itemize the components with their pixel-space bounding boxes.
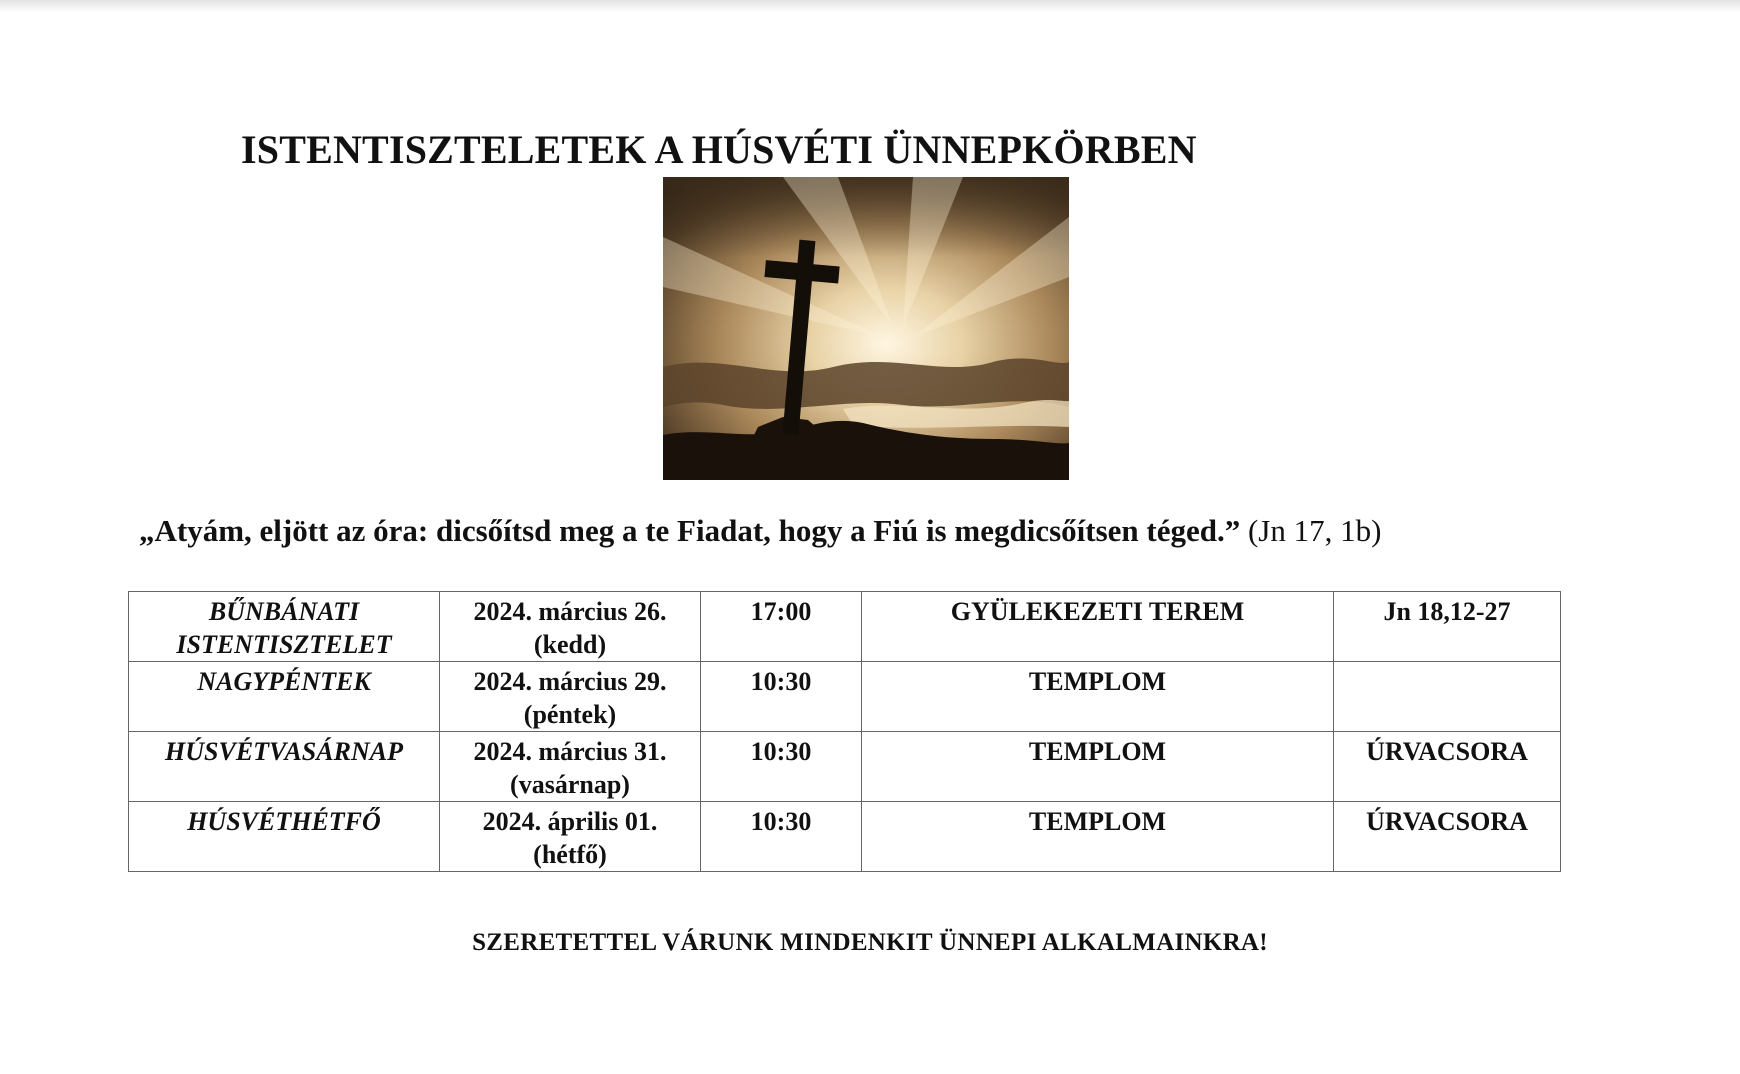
- event-date: 2024. március 31.: [473, 737, 667, 766]
- event-name: HÚSVÉTHÉTFŐ: [187, 807, 381, 836]
- table-row: [129, 592, 1561, 662]
- event-note: ÚRVACSORA: [1334, 732, 1561, 802]
- event-location: GYÜLEKEZETI TEREM: [862, 592, 1334, 662]
- date-cell: [440, 732, 701, 802]
- quote-text: „Atyám, eljött az óra: dicsőítsd meg a te Fiadat, hogy a Fiú is megdicsőítsen téged.”: [139, 513, 1241, 548]
- cross-on-hill-icon: [663, 177, 1069, 480]
- event-note: ÚRVACSORA: [1334, 802, 1561, 872]
- event-name: NAGYPÉNTEK: [197, 667, 371, 696]
- table-row: [129, 802, 1561, 872]
- event-cell: [129, 802, 440, 872]
- event-weekday: (hétfő): [533, 840, 607, 869]
- event-cell: [129, 662, 440, 732]
- event-name: HÚSVÉTVASÁRNAP: [165, 737, 403, 766]
- page-title: ISTENTISZTELETEK A HÚSVÉTI ÜNNEPKÖRBEN: [241, 127, 1197, 172]
- table-row: [129, 662, 1561, 732]
- event-weekday: (péntek): [523, 700, 617, 729]
- event-weekday: (vasárnap): [510, 770, 630, 799]
- quote-reference: (Jn 17, 1b): [1247, 513, 1382, 548]
- event-cell: [129, 592, 440, 662]
- date-cell: [440, 662, 701, 732]
- event-time: 17:00: [701, 592, 862, 662]
- closing-message: SZERETETTEL VÁRUNK MINDENKIT ÜNNEPI ALKALMAINKRA!: [472, 929, 1268, 956]
- event-name: BŰNBÁNATI: [208, 597, 360, 626]
- schedule-table: [128, 591, 1561, 872]
- date-cell: [440, 802, 701, 872]
- event-cell: [129, 732, 440, 802]
- event-time: 10:30: [701, 662, 862, 732]
- top-edge-shadow: [0, 0, 1740, 12]
- event-location: TEMPLOM: [862, 732, 1334, 802]
- event-name-line2: ISTENTISZTELET: [176, 630, 392, 659]
- event-location: TEMPLOM: [862, 802, 1334, 872]
- cross-photo: [663, 177, 1069, 480]
- event-weekday: (kedd): [533, 630, 607, 659]
- date-cell: [440, 592, 701, 662]
- event-time: 10:30: [701, 802, 862, 872]
- table-row: [129, 732, 1561, 802]
- event-note: [1334, 662, 1561, 732]
- event-date: 2024. március 29.: [473, 667, 667, 696]
- event-location: TEMPLOM: [862, 662, 1334, 732]
- event-time: 10:30: [701, 732, 862, 802]
- bible-quote: [139, 513, 1381, 549]
- event-note: Jn 18,12-27: [1334, 592, 1561, 662]
- event-date: 2024. április 01.: [482, 807, 658, 836]
- event-date: 2024. március 26.: [473, 597, 667, 626]
